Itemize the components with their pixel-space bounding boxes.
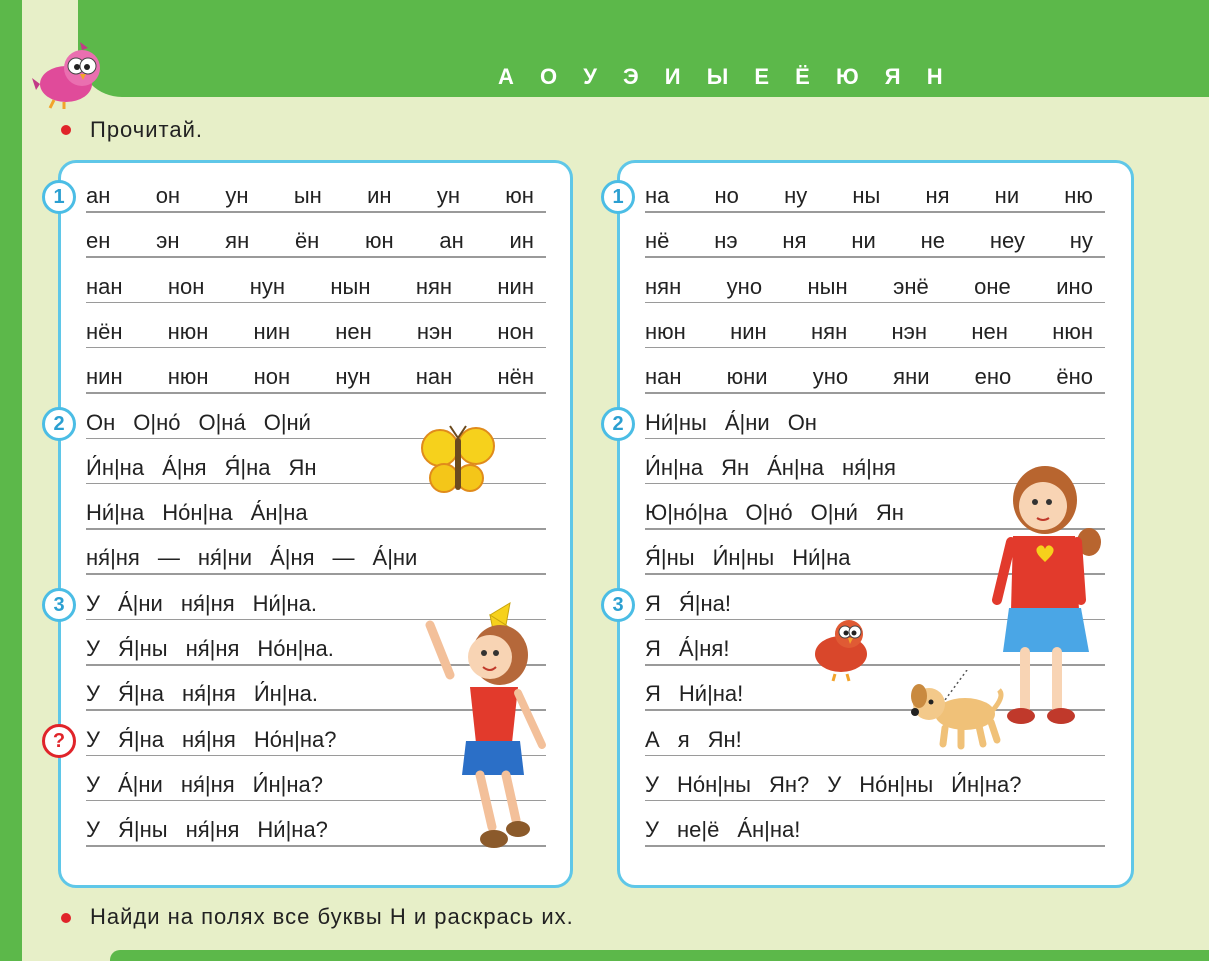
syllable-word: ни (851, 228, 876, 254)
reading-row (86, 634, 334, 664)
syllable-word: Я́|ны (645, 545, 695, 571)
reading-row (86, 408, 311, 438)
syllable-word: ёно (1056, 364, 1093, 390)
syllable-word: Ян (288, 454, 317, 480)
instruction-read: Прочитай. (90, 117, 204, 142)
syllable-word: ян (225, 228, 250, 254)
exercise-number-badge: 1 (42, 180, 76, 214)
syllable-word: А́|ня! (678, 636, 730, 661)
syllable-word: ня́|ня (842, 454, 896, 480)
syllable-word: яни (893, 364, 930, 390)
syllable-word: нян (645, 273, 682, 299)
syllable-word: нэ (714, 228, 738, 254)
syllable-word: юн (505, 183, 534, 208)
butterfly-icon (418, 424, 498, 502)
syllable-word: Я́|на (117, 681, 164, 707)
syllable-word: Ян (721, 454, 750, 480)
syllable-word: Ни́|на. (252, 590, 318, 616)
syllable-word: Но́н|ны (676, 771, 751, 797)
syllable-word: И́н|ны (712, 545, 775, 571)
syllable-word: нюн (167, 364, 209, 390)
syllable-word: У (827, 771, 842, 797)
exercise-number-badge: 1 (601, 180, 635, 214)
reading-row (86, 498, 308, 528)
syllable-word: А (645, 726, 660, 752)
header-band (78, 0, 1209, 97)
syllable-word: ан (86, 183, 111, 208)
syllable-word: О|на́ (198, 409, 246, 435)
syllable-word: уно (812, 364, 849, 390)
alphabet-title: А О У Э И Ы Е Ё Ю Я Н (498, 64, 953, 89)
reading-row (645, 181, 1093, 211)
reading-row (645, 770, 1021, 800)
syllable-word: нын (807, 273, 848, 299)
writing-line (86, 392, 546, 394)
syllable-word: Ни́|на (792, 545, 851, 571)
syllable-word: А́|ня (162, 454, 207, 480)
reading-row (645, 272, 1093, 302)
syllable-word: ну (784, 183, 808, 208)
reading-row (645, 226, 1093, 256)
syllable-word: нян (811, 318, 848, 344)
reading-row (86, 725, 336, 755)
syllable-word: нин (730, 318, 767, 344)
syllable-word: ня́|ня (180, 771, 235, 797)
syllable-word: ня́|ня (180, 590, 235, 616)
writing-line (86, 528, 546, 530)
syllable-word: А́н|на (250, 500, 308, 526)
syllable-word: И́н|на (86, 454, 145, 480)
syllable-word: энё (893, 273, 929, 299)
writing-line (645, 256, 1105, 258)
syllable-word: У (645, 771, 659, 797)
left-green-strip (0, 0, 22, 961)
syllable-word: ня́|ня (181, 726, 236, 752)
syllable-word: Я́|ны (117, 636, 168, 661)
writing-line (86, 211, 546, 213)
syllable-word: нюн (167, 318, 209, 344)
syllable-word: И́н|на? (252, 771, 323, 797)
syllable-word: нюн (1052, 318, 1093, 344)
reading-row (86, 317, 534, 347)
syllable-word: — (157, 545, 180, 571)
syllable-word: Но́н|на. (257, 636, 334, 661)
syllable-word: О|но́ (133, 409, 181, 435)
writing-line (645, 755, 1105, 757)
instruction-find: Найди на полях все буквы Н и раскрась их. (90, 904, 574, 929)
writing-line (645, 438, 1105, 440)
exercise-number-badge: 2 (601, 407, 635, 441)
syllable-word: нё (645, 228, 670, 254)
syllable-word: ын (293, 183, 322, 208)
syllable-word: ин (509, 228, 534, 254)
syllable-word: не (920, 228, 945, 254)
syllable-word: ин (367, 183, 392, 208)
bird-icon (30, 40, 110, 110)
reading-row (645, 815, 800, 845)
syllable-word: нон (497, 318, 534, 344)
reading-row (86, 453, 317, 483)
syllable-word: ну (1069, 228, 1093, 254)
writing-line (86, 347, 546, 349)
syllable-word: ня (925, 183, 950, 208)
reading-row (86, 226, 534, 256)
syllable-word: А́н|на (767, 454, 825, 480)
syllable-word: ны (852, 183, 881, 208)
syllable-word: Ян? (768, 771, 810, 797)
syllable-word: эн (156, 228, 180, 254)
syllable-word: на (645, 183, 670, 208)
syllable-word: ня́|ни (197, 545, 253, 571)
writing-line (645, 800, 1105, 802)
reading-row (645, 725, 742, 755)
reading-row (645, 362, 1093, 392)
writing-line (86, 256, 546, 258)
syllable-word: А́|ни (117, 771, 163, 797)
exercise-number-badge: 3 (601, 588, 635, 622)
dog-icon (905, 670, 1005, 750)
syllable-word: он (155, 183, 181, 208)
syllable-word: И́н|на (645, 454, 704, 480)
writing-line (645, 302, 1105, 304)
syllable-word: У (86, 636, 100, 661)
syllable-word: А́|ни (117, 590, 163, 616)
reading-row (645, 543, 851, 573)
reading-row (86, 362, 534, 392)
syllable-word: нен (971, 318, 1008, 344)
syllable-word: неу (989, 228, 1025, 254)
reading-row (645, 317, 1093, 347)
syllable-word: не|ё (676, 817, 720, 843)
syllable-word: Но́н|на? (253, 726, 337, 752)
syllable-word: Я (645, 681, 661, 707)
syllable-word: О|но́ (745, 500, 793, 526)
syllable-word: И́н|на? (951, 771, 1022, 797)
syllable-word: А́|ня (270, 545, 315, 571)
reading-row (645, 679, 743, 709)
syllable-word: Ни́|ны (645, 409, 707, 435)
syllable-word: ню (1064, 183, 1093, 208)
syllable-word: ен (86, 228, 111, 254)
syllable-word: Я (645, 590, 661, 616)
syllable-word: У (86, 681, 100, 707)
syllable-word: ня́|ня (185, 636, 240, 661)
syllable-word: нин (86, 364, 123, 390)
reading-row (645, 408, 817, 438)
syllable-word: О|ни́ (810, 500, 858, 526)
syllable-word: У (86, 817, 100, 843)
syllable-word: нан (86, 273, 123, 299)
reading-row (86, 272, 534, 302)
reading-row (645, 634, 729, 664)
reading-row (645, 498, 904, 528)
syllable-word: ун (436, 183, 460, 208)
syllable-word: А́н|на! (737, 817, 801, 843)
syllable-word: нэн (416, 318, 453, 344)
writing-line (86, 302, 546, 304)
syllable-word: ня (782, 228, 807, 254)
syllable-word: я (677, 726, 690, 752)
writing-line (645, 211, 1105, 213)
syllable-word: У (86, 590, 100, 616)
syllable-word: Я (645, 636, 661, 661)
syllable-word: ня́|ня (185, 817, 240, 843)
syllable-word: Я́|на! (678, 590, 731, 616)
syllable-word: нюн (645, 318, 686, 344)
syllable-word: нон (253, 364, 291, 390)
syllable-word: Но́н|на (162, 500, 233, 526)
syllable-word: О|ни́ (263, 409, 311, 435)
exercise-number-badge: 2 (42, 407, 76, 441)
syllable-word: А́|ни (724, 409, 770, 435)
syllable-word: Ю|но́|на (645, 500, 728, 526)
syllable-word: И́н|на. (253, 681, 319, 707)
syllable-word: Ни́|на (86, 500, 145, 526)
syllable-word: У (86, 771, 100, 797)
syllable-word: ня́|ня (181, 681, 236, 707)
syllable-word: ено (974, 364, 1012, 390)
syllable-word: нён (86, 318, 123, 344)
syllable-word: ун (225, 183, 249, 208)
syllable-word: нан (415, 364, 453, 390)
syllable-word: нан (645, 364, 682, 390)
syllable-word: У (86, 726, 100, 752)
writing-line (86, 573, 546, 575)
syllable-word: ино (1056, 273, 1093, 299)
syllable-word: Я́|ны (117, 817, 168, 843)
exercise-number-badge: ? (42, 724, 76, 758)
footer-band (110, 950, 1209, 961)
syllable-word: Ян! (707, 726, 742, 752)
syllable-word: но (714, 183, 739, 208)
syllable-word: ни (994, 183, 1020, 208)
syllable-word: Я́|на (117, 726, 164, 752)
syllable-word: оне (974, 273, 1011, 299)
reading-row (86, 543, 417, 573)
syllable-word: — (332, 545, 355, 571)
syllable-word: нэн (891, 318, 928, 344)
syllable-word: нён (497, 364, 534, 390)
syllable-word: Я́|на (224, 454, 271, 480)
syllable-word: нин (497, 273, 534, 299)
reading-row (86, 770, 323, 800)
reading-row (645, 589, 731, 619)
syllable-word: А́|ни (372, 545, 418, 571)
reading-row (86, 181, 534, 211)
reading-row (645, 453, 896, 483)
small-bird-icon (805, 612, 880, 682)
syllable-word: юни (726, 364, 768, 390)
reading-row (86, 679, 318, 709)
syllable-word: нен (335, 318, 372, 344)
exercise-number-badge: 3 (42, 588, 76, 622)
syllable-word: юн (365, 228, 394, 254)
syllable-word: Ян (875, 500, 904, 526)
syllable-word: нун (335, 364, 371, 390)
syllable-word: ня́|ня (86, 545, 140, 571)
syllable-word: нин (253, 318, 291, 344)
syllable-word: Он (86, 409, 116, 435)
syllable-word: ён (294, 228, 320, 254)
reading-row (86, 815, 328, 845)
syllable-word: нун (249, 273, 286, 299)
syllable-word: Ни́|на! (678, 681, 744, 707)
syllable-word: нын (330, 273, 371, 299)
writing-line (645, 845, 1105, 847)
syllable-word: Но́н|ны (859, 771, 934, 797)
writing-line (645, 347, 1105, 349)
syllable-word: У (645, 817, 659, 843)
bullet-find (61, 913, 71, 923)
syllable-word: ан (439, 228, 464, 254)
syllable-word: нон (167, 273, 205, 299)
girl-with-bow-icon (420, 595, 555, 860)
bullet-read (61, 125, 71, 135)
syllable-word: Ни́|на? (257, 817, 328, 843)
writing-line (645, 392, 1105, 394)
syllable-word: уно (726, 273, 763, 299)
reading-row (86, 589, 317, 619)
syllable-word: Он (787, 409, 817, 435)
syllable-word: нян (415, 273, 453, 299)
